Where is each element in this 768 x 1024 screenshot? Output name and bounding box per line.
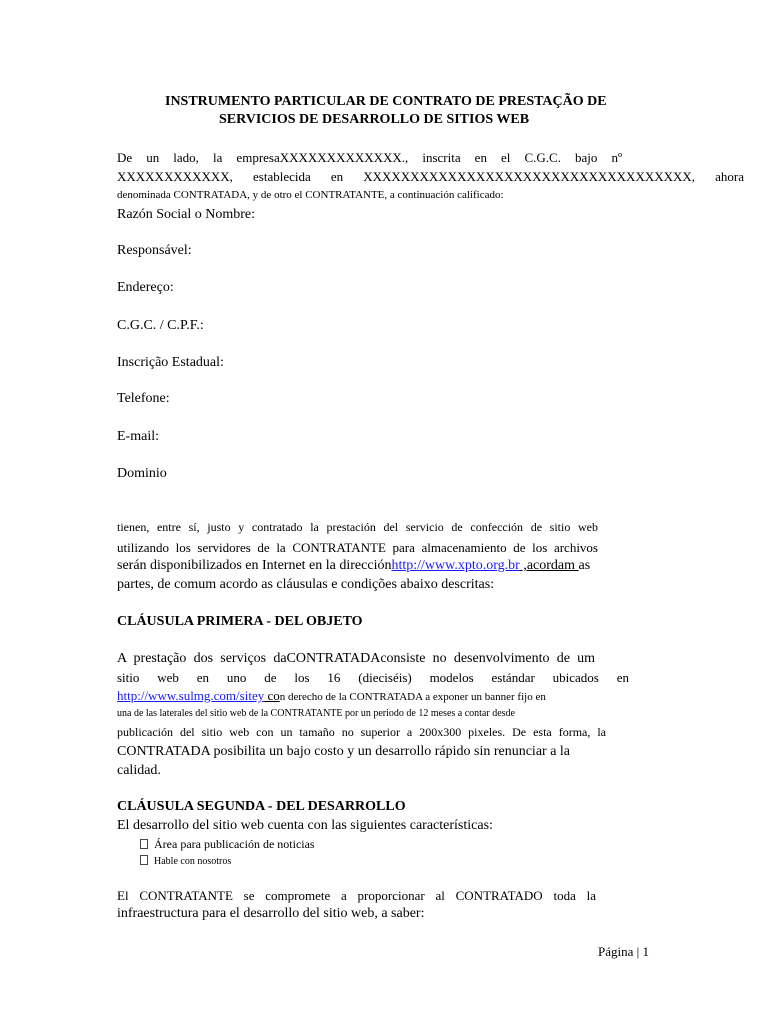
field-telefone: Telefone: bbox=[117, 391, 170, 406]
clause1-line3-rest: n derecho de la CONTRATADA a exponer un banner fijo en bbox=[279, 691, 546, 703]
clause1-line3 bbox=[117, 688, 546, 704]
clause1-line4: una de las laterales del sitio web de la CONTRATANTE por un periodo de 12 meses a contar desde bbox=[117, 708, 515, 719]
field-dominio: Dominio bbox=[117, 466, 167, 481]
clause2-para-line2: infraestructura para el desarrollo del sitio web, a saber: bbox=[117, 906, 425, 921]
clause2-para-line1: El CONTRATANTE se compromete a proporcionar al CONTRATADO toda la bbox=[117, 888, 596, 903]
bullet-label-1: Área para publicación de noticias bbox=[154, 837, 315, 851]
clause1-line3-co: co bbox=[264, 688, 280, 703]
clause1-line5: publicación del sitio web con un tamaño no superior a 200x300 pixeles. De esta forma, la bbox=[117, 725, 606, 739]
clause1-line6: CONTRATADA posibilita un bajo costo y un desarrollo rápido sin renunciar a la bbox=[117, 744, 571, 759]
xpto-link[interactable]: http://www.xpto.org.br bbox=[391, 558, 520, 573]
clause2-heading: CLÁUSULA SEGUNDA - DEL DESARROLLO bbox=[117, 799, 406, 814]
paragraph1-line3-text: serán disponibilizados en Internet en la dirección bbox=[117, 558, 392, 573]
field-razon-social: Razón Social o Nombre: bbox=[117, 207, 256, 222]
sulmg-link[interactable]: http://www.sulmg.com/sitey bbox=[117, 688, 265, 703]
field-endereco: Endereço: bbox=[117, 280, 174, 295]
bullet-label-2: Hable con nosotros bbox=[154, 856, 232, 867]
clause1-line2: sitio web en uno de los 16 (dieciséis) modelos estándar ubicados en bbox=[117, 670, 629, 685]
document-title-line2: SERVICIOS DE DESARROLLO DE SITIOS WEB bbox=[219, 112, 530, 127]
field-responsavel: Responsável: bbox=[117, 243, 192, 258]
clause1-heading: CLÁUSULA PRIMERA - DEL OBJETO bbox=[117, 614, 363, 629]
intro-line1: De un lado, la empresaXXXXXXXXXXXXX., inscrita en el C.G.C. bajo nº bbox=[117, 150, 622, 165]
document-title-line1: INSTRUMENTO PARTICULAR DE CONTRATO DE PRESTAÇÃO DE bbox=[165, 94, 607, 109]
acordam-text: ,acordam bbox=[519, 558, 579, 573]
clause2-bullet-1 bbox=[140, 837, 315, 852]
paragraph1-line2: utilizando los servidores de la CONTRATANTE para almacenamiento de los archivos bbox=[117, 540, 598, 555]
field-email: E-mail: bbox=[117, 429, 159, 444]
checkbox-icon bbox=[140, 839, 148, 849]
field-inscricao-estadual: Inscrição Estadual: bbox=[117, 355, 224, 370]
paragraph1-line4: partes, de comum acordo as cláusulas e condições abaixo descritas: bbox=[117, 577, 495, 592]
paragraph1-line3-end: as bbox=[578, 558, 591, 573]
paragraph1-line3 bbox=[117, 558, 590, 574]
paragraph1-line1: tienen, entre sí, justo y contratado la prestación del servicio de confección de sitio web bbox=[117, 520, 598, 534]
checkbox-icon bbox=[140, 855, 148, 865]
field-cgc-cpf: C.G.C. / C.P.F.: bbox=[117, 318, 204, 333]
clause2-intro: El desarrollo del sitio web cuenta con las siguientes características: bbox=[117, 818, 493, 833]
page-number: Página | 1 bbox=[598, 944, 649, 959]
intro-line3: denominada CONTRATADA, y de otro el CONTRATANTE, a continuación calificado: bbox=[117, 189, 504, 201]
clause1-line1: A prestação dos serviços daCONTRATADAconsiste no desenvolvimento de um bbox=[117, 651, 595, 666]
clause1-line7: calidad. bbox=[117, 763, 161, 778]
intro-line2: XXXXXXXXXXXX, establecida en XXXXXXXXXXXXXXXXXXXXXXXXXXXXXXXXXXX, ahora bbox=[117, 169, 744, 184]
clause2-bullet-2 bbox=[140, 855, 231, 867]
